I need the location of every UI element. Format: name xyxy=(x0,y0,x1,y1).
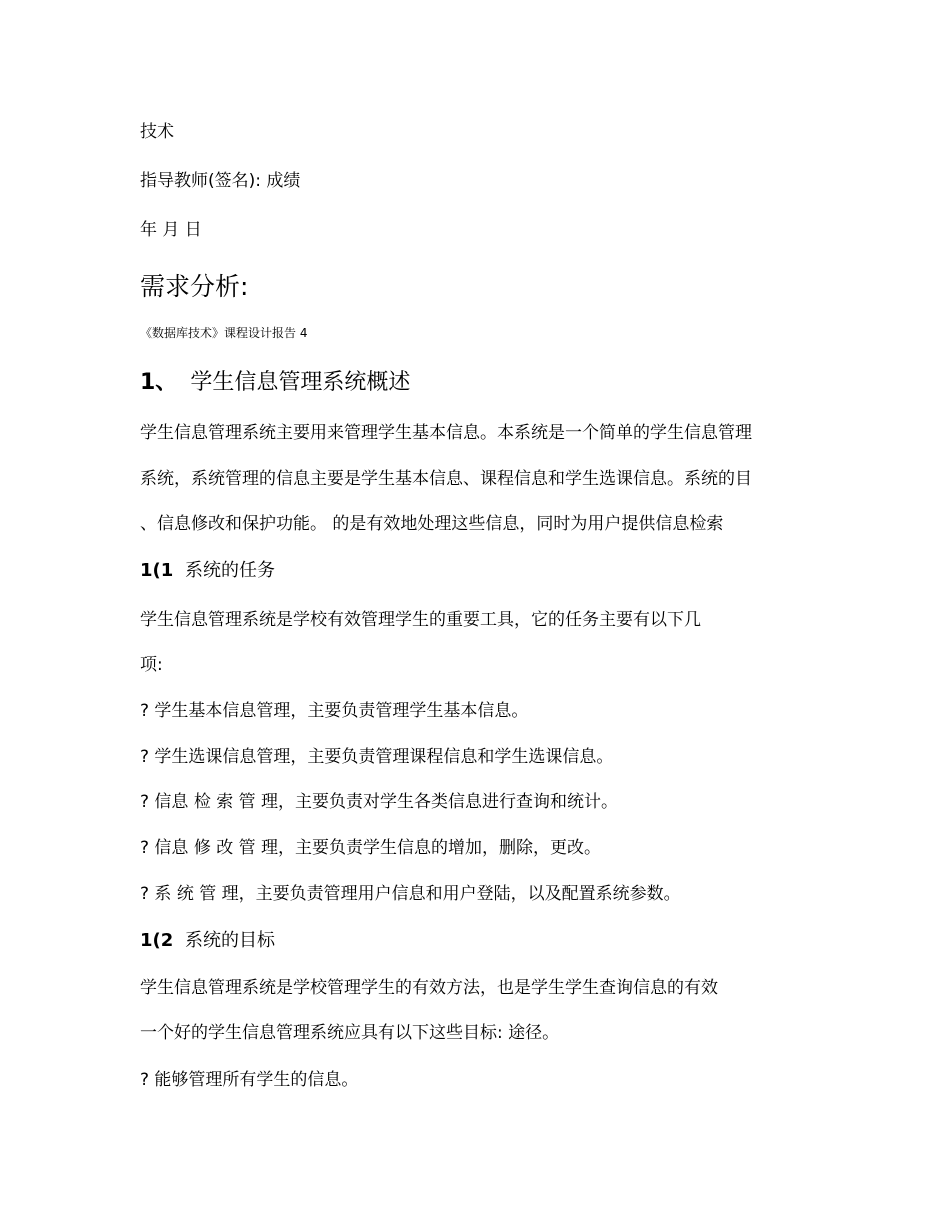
paragraph-line: 一个好的学生信息管理系统应具有以下这些目标: 途径。 xyxy=(140,1023,560,1043)
section-heading: 需求分析: xyxy=(140,272,249,301)
subsection-title: 系统的目标 xyxy=(185,930,276,951)
text-line: 年 月 日 xyxy=(140,220,202,240)
list-item: ? 信息 检 索 管 理，主要负责对学生各类信息进行查询和统计。 xyxy=(140,792,619,812)
paragraph-line: 学生信息管理系统是学校有效管理学生的重要工具，它的任务主要有以下几 xyxy=(140,610,701,630)
paragraph-line: 、信息修改和保护功能。 的是有效地处理这些信息，同时为用户提供信息检索 xyxy=(140,514,724,534)
chapter-number: 1、 xyxy=(140,370,178,395)
subsection-heading xyxy=(140,929,275,953)
subsection-heading xyxy=(140,559,275,583)
chapter-heading xyxy=(140,369,410,397)
chapter-title: 学生信息管理系统概述 xyxy=(190,370,411,395)
paragraph-line: 学生信息管理系统是学校管理学生的有效方法，也是学生学生查询信息的有效 xyxy=(140,978,718,998)
text-line: 技术 xyxy=(140,122,174,142)
text-line: 指导教师(签名): 成绩 xyxy=(140,171,301,191)
list-item: ? 学生选课信息管理，主要负责管理课程信息和学生选课信息。 xyxy=(140,747,614,767)
paragraph-line: 系统，系统管理的信息主要是学生基本信息、课程信息和学生选课信息。系统的目 xyxy=(140,469,752,489)
paragraph-line: 学生信息管理系统主要用来管理学生基本信息。本系统是一个简单的学生信息管理 xyxy=(140,423,752,443)
list-item: ? 学生基本信息管理，主要负责管理学生基本信息。 xyxy=(140,701,529,721)
list-item: ? 系 统 管 理，主要负责管理用户信息和用户登陆，以及配置系统参数。 xyxy=(140,884,681,904)
paragraph-line: 项: xyxy=(140,655,163,675)
page-header-note: 《数据库技术》课程设计报告 4 xyxy=(140,326,308,340)
subsection-number: 1(2 xyxy=(140,930,174,951)
subsection-title: 系统的任务 xyxy=(185,560,276,581)
list-item: ? 信息 修 改 管 理，主要负责学生信息的增加，删除，更改。 xyxy=(140,838,602,858)
list-item: ? 能够管理所有学生的信息。 xyxy=(140,1070,359,1090)
subsection-number: 1(1 xyxy=(140,560,174,581)
